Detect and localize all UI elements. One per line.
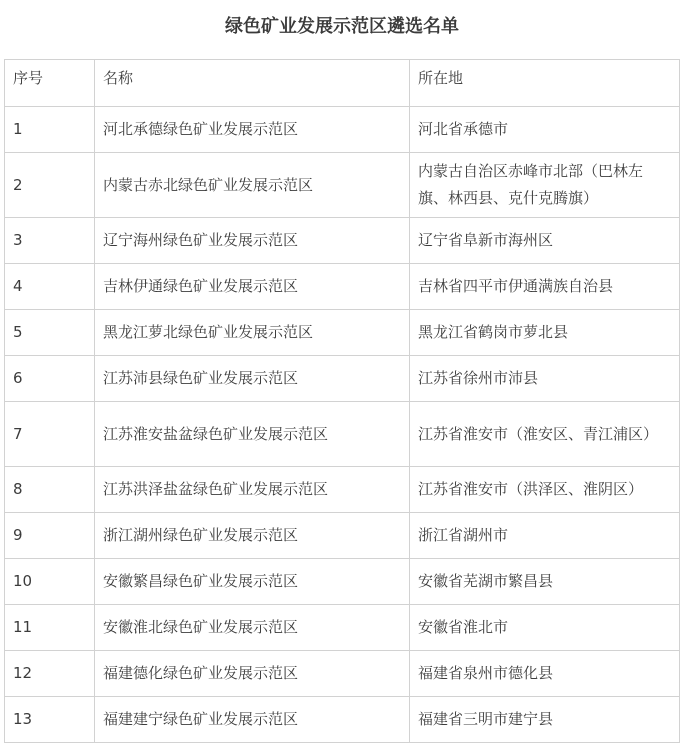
table-row — [5, 402, 680, 467]
row-name: 黑龙江萝北绿色矿业发展示范区 — [95, 310, 410, 356]
row-number: 2 — [5, 153, 95, 218]
row-name: 福建建宁绿色矿业发展示范区 — [95, 697, 410, 743]
page-title: 绿色矿业发展示范区遴选名单 — [225, 16, 459, 37]
column-header-name: 名称 — [95, 60, 410, 107]
table-row — [5, 467, 680, 513]
row-name: 辽宁海州绿色矿业发展示范区 — [95, 218, 410, 264]
column-header-number: 序号 — [5, 60, 95, 107]
row-location: 福建省泉州市德化县 — [410, 651, 680, 697]
row-location: 江苏省徐州市沛县 — [410, 356, 680, 402]
row-number: 5 — [5, 310, 95, 356]
row-location: 福建省三明市建宁县 — [410, 697, 680, 743]
row-location: 辽宁省阜新市海州区 — [410, 218, 680, 264]
row-number: 12 — [5, 651, 95, 697]
table-row — [5, 513, 680, 559]
row-location: 河北省承德市 — [410, 107, 680, 153]
table-row — [5, 153, 680, 218]
demonstration-zone-table — [4, 59, 680, 743]
row-name: 江苏淮安盐盆绿色矿业发展示范区 — [95, 402, 410, 467]
row-name: 内蒙古赤北绿色矿业发展示范区 — [95, 153, 410, 218]
table-row — [5, 264, 680, 310]
row-name: 浙江湖州绿色矿业发展示范区 — [95, 513, 410, 559]
row-number: 1 — [5, 107, 95, 153]
table-row — [5, 697, 680, 743]
row-name: 江苏沛县绿色矿业发展示范区 — [95, 356, 410, 402]
row-number: 8 — [5, 467, 95, 513]
row-number: 11 — [5, 605, 95, 651]
row-number: 3 — [5, 218, 95, 264]
row-number: 7 — [5, 402, 95, 467]
row-name: 安徽繁昌绿色矿业发展示范区 — [95, 559, 410, 605]
row-location: 浙江省湖州市 — [410, 513, 680, 559]
row-name: 江苏洪泽盐盆绿色矿业发展示范区 — [95, 467, 410, 513]
table-row — [5, 651, 680, 697]
table-row — [5, 218, 680, 264]
column-header-location: 所在地 — [410, 60, 680, 107]
row-location: 内蒙古自治区赤峰市北部（巴林左旗、林西县、克什克腾旗） — [410, 153, 680, 218]
row-location: 江苏省淮安市（洪泽区、淮阴区） — [410, 467, 680, 513]
table-row — [5, 107, 680, 153]
row-location: 安徽省淮北市 — [410, 605, 680, 651]
row-location: 吉林省四平市伊通满族自治县 — [410, 264, 680, 310]
table-header-row — [5, 60, 680, 107]
row-number: 10 — [5, 559, 95, 605]
row-number: 4 — [5, 264, 95, 310]
row-location: 江苏省淮安市（淮安区、青江浦区） — [410, 402, 680, 467]
table-row — [5, 605, 680, 651]
row-number: 13 — [5, 697, 95, 743]
table-row — [5, 310, 680, 356]
row-name: 吉林伊通绿色矿业发展示范区 — [95, 264, 410, 310]
table-row — [5, 559, 680, 605]
row-name: 福建德化绿色矿业发展示范区 — [95, 651, 410, 697]
table-row — [5, 356, 680, 402]
row-number: 6 — [5, 356, 95, 402]
row-location: 安徽省芜湖市繁昌县 — [410, 559, 680, 605]
row-name: 河北承德绿色矿业发展示范区 — [95, 107, 410, 153]
row-number: 9 — [5, 513, 95, 559]
row-location: 黑龙江省鹤岗市萝北县 — [410, 310, 680, 356]
row-name: 安徽淮北绿色矿业发展示范区 — [95, 605, 410, 651]
